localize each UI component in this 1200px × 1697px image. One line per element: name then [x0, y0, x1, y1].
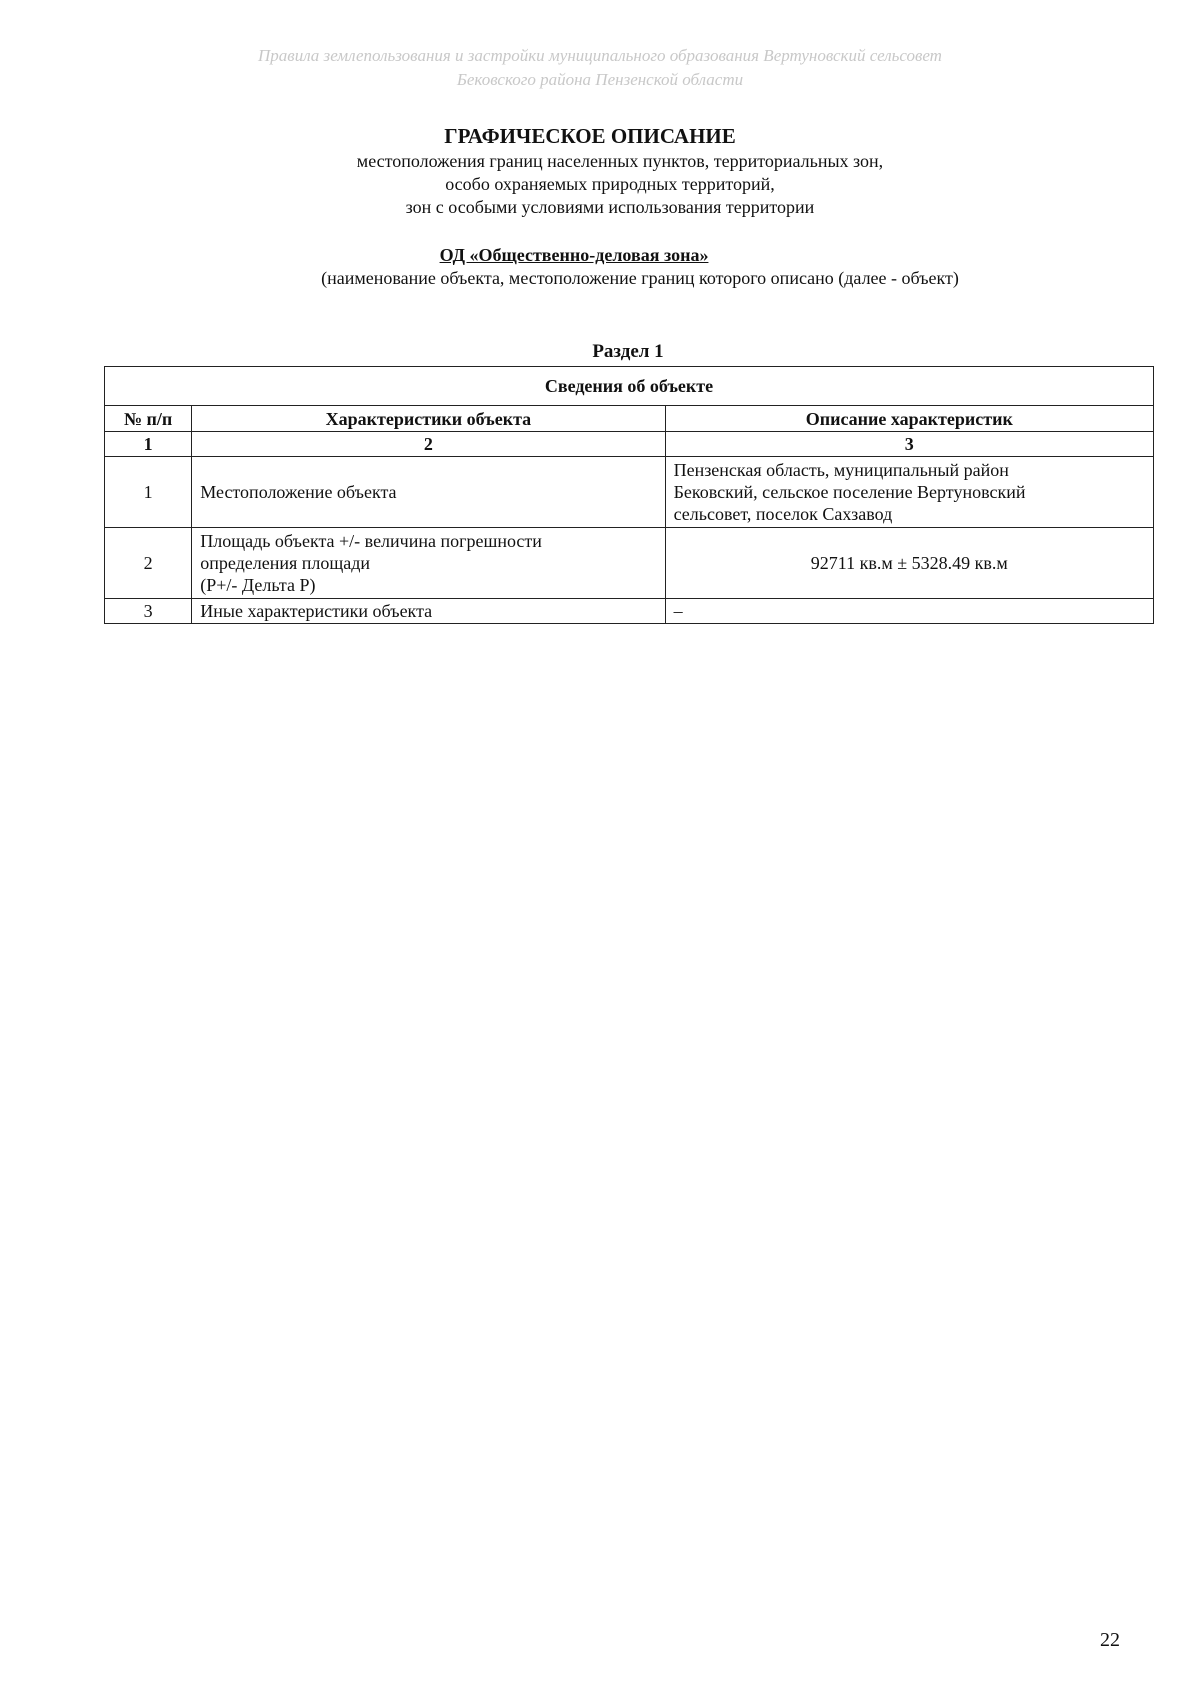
- title-block: [0, 122, 1200, 219]
- page-number: 22: [1100, 1629, 1120, 1651]
- section-title: Раздел 1: [592, 341, 664, 362]
- column-index-2: 2: [192, 432, 665, 457]
- characteristic-line: (P+/- Дельта P): [200, 575, 316, 595]
- subtitle-line-2: особо охраняемых природных территорий,: [445, 174, 775, 194]
- row-characteristic: [192, 457, 665, 528]
- header-characteristic: Характеристики объекта: [192, 406, 665, 432]
- row-description: [665, 528, 1153, 599]
- description-line: сельсовет, поселок Сахзавод: [673, 504, 893, 524]
- table-row: [105, 528, 1154, 599]
- table-header-row: [105, 406, 1154, 432]
- description-line: 92711 кв.м ± 5328.49 кв.м: [810, 553, 1008, 573]
- row-num: 3: [105, 599, 192, 624]
- table-row: [105, 599, 1154, 624]
- row-characteristic: [192, 528, 665, 599]
- document-title: ГРАФИЧЕСКОЕ ОПИСАНИЕ: [444, 124, 736, 148]
- header-num: № п/п: [105, 406, 192, 432]
- header-description: Описание характеристик: [665, 406, 1153, 432]
- characteristic-line: Площадь объекта +/- величина погрешности: [200, 531, 542, 551]
- column-index-1: 1: [105, 432, 192, 457]
- table-caption: Сведения об объекте: [105, 367, 1154, 406]
- row-num: 1: [105, 457, 192, 528]
- running-header-line-1: Правила землепользования и застройки муниципального образования Вертуновский сельсовет: [258, 46, 942, 65]
- row-description: [665, 599, 1153, 624]
- running-header: [0, 44, 1200, 92]
- characteristic-line: определения площади: [200, 553, 371, 573]
- object-caption: (наименование объекта, местоположение границ которого описано (далее - объект): [321, 268, 959, 288]
- row-num: 2: [105, 528, 192, 599]
- table-row: [105, 457, 1154, 528]
- object-info-table: [104, 366, 1154, 624]
- column-index-3: 3: [665, 432, 1153, 457]
- characteristic-line: Иные характеристики объекта: [200, 601, 433, 621]
- subtitle-line-1: местоположения границ населенных пунктов, территориальных зон,: [356, 151, 884, 171]
- running-header-line-2: Бековского района Пензенской области: [456, 70, 744, 89]
- description-line: Пензенская область, муниципальный район: [673, 460, 1009, 480]
- description-line: Бековский, сельское поселение Вертуновский: [673, 482, 1026, 502]
- row-characteristic: [192, 599, 665, 624]
- object-name: ОД «Общественно-деловая зона»: [439, 245, 709, 265]
- description-line: –: [673, 601, 683, 621]
- table-index-row: [105, 432, 1154, 457]
- subtitle-line-3: зон с особыми условиями использования территории: [405, 197, 815, 217]
- characteristic-line: Местоположение объекта: [200, 482, 397, 502]
- row-description: [665, 457, 1153, 528]
- table-caption-row: [105, 367, 1154, 406]
